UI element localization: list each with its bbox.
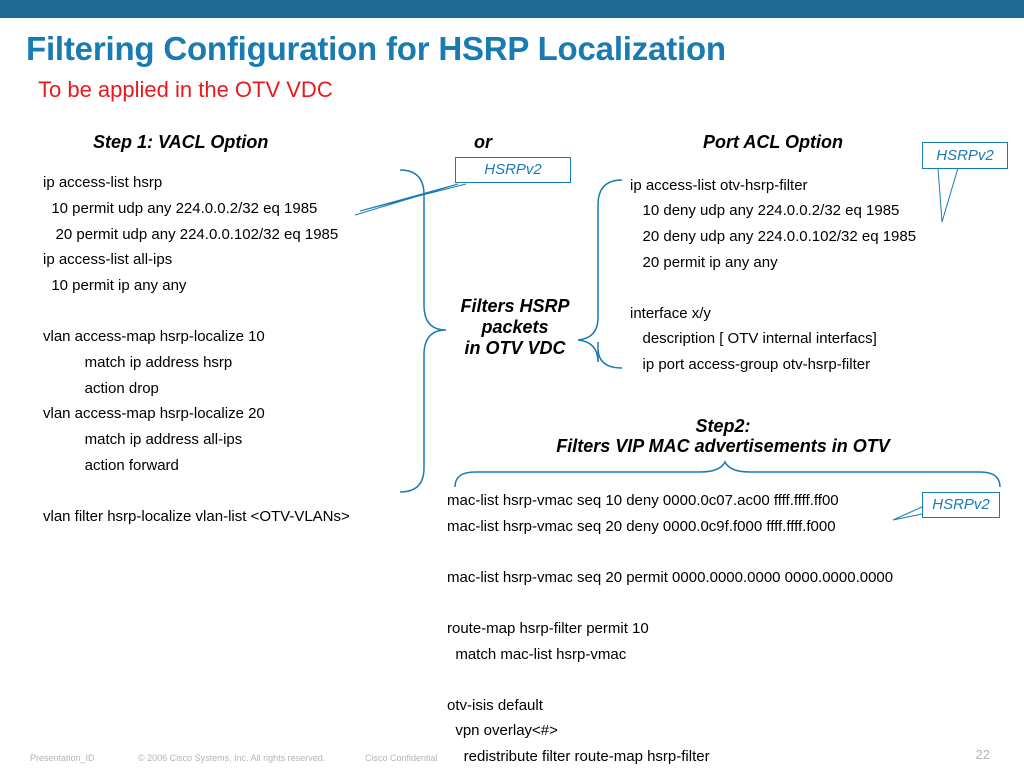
- code-line: mac-list hsrp-vmac seq 10 deny 0000.0c07.ac00 ffff.ffff.ff00: [447, 492, 839, 509]
- port-acl-brace: [578, 180, 622, 368]
- code-line: vpn overlay<#>: [447, 722, 558, 739]
- code-line: match ip address all-ips: [43, 431, 243, 448]
- vacl-hsrpv2-callout: HSRPv2: [455, 157, 571, 183]
- footer-presentation-id: Presentation_ID: [30, 753, 95, 763]
- mac-hsrpv2-callout: HSRPv2: [922, 492, 1000, 518]
- vacl-callout-pointer: [355, 184, 466, 215]
- footer-confidential: Cisco Confidential: [365, 753, 438, 763]
- page-number: 22: [975, 747, 990, 762]
- port-acl-header: Port ACL Option: [703, 132, 843, 152]
- code-line: 20 deny udp any 224.0.0.102/32 eq 1985: [630, 228, 917, 245]
- code-line: 10 deny udp any 224.0.0.2/32 eq 1985: [630, 202, 900, 219]
- code-line: otv-isis default: [447, 697, 543, 714]
- code-line: action forward: [43, 457, 179, 474]
- code-line: vlan filter hsrp-localize vlan-list <OTV-VLANs>: [43, 508, 350, 525]
- center-label-line: Filters HSRP: [460, 296, 570, 316]
- mac-callout-pointer: [893, 507, 922, 520]
- slide-subtitle: To be applied in the OTV VDC: [38, 77, 333, 102]
- code-line: interface x/y: [630, 305, 711, 322]
- code-line: match mac-list hsrp-vmac: [447, 646, 627, 663]
- step2-title: Step2:: [695, 416, 751, 436]
- code-line: 20 permit udp any 224.0.0.102/32 eq 1985: [43, 226, 339, 243]
- center-label-line: packets: [481, 317, 549, 337]
- step2-brace: [455, 462, 1000, 487]
- code-line: action drop: [43, 380, 159, 397]
- slide-title: Filtering Configuration for HSRP Localization: [26, 30, 726, 67]
- port-acl-hsrpv2-callout: HSRPv2: [922, 142, 1008, 169]
- or-header: or: [474, 132, 492, 152]
- code-line: ip access-list otv-hsrp-filter: [630, 177, 808, 194]
- code-line: ip port access-group otv-hsrp-filter: [630, 356, 871, 373]
- code-line: description [ OTV internal interfacs]: [630, 330, 877, 347]
- step2-description: Filters VIP MAC advertisements in OTV: [556, 436, 890, 456]
- code-line: redistribute filter route-map hsrp-filter: [447, 748, 710, 765]
- code-line: vlan access-map hsrp-localize 10: [43, 328, 265, 345]
- code-line: ip access-list hsrp: [43, 174, 163, 191]
- footer-copyright: © 2006 Cisco Systems, Inc. All rights reserved.: [138, 753, 326, 763]
- vacl-brace: [400, 170, 446, 492]
- center-label-line: in OTV VDC: [464, 338, 566, 358]
- code-line: 10 permit udp any 224.0.0.2/32 eq 1985: [43, 200, 318, 217]
- port-acl-callout-pointer: [938, 168, 958, 222]
- code-line: ip access-list all-ips: [43, 251, 173, 268]
- code-line: mac-list hsrp-vmac seq 20 deny 0000.0c9f.f000 ffff.ffff.f000: [447, 518, 836, 535]
- code-line: match ip address hsrp: [43, 354, 233, 371]
- code-line: vlan access-map hsrp-localize 20: [43, 405, 265, 422]
- code-line: 10 permit ip any any: [43, 277, 187, 294]
- code-line: mac-list hsrp-vmac seq 20 permit 0000.0000.0000 0000.0000.0000: [447, 569, 894, 586]
- code-line: route-map hsrp-filter permit 10: [447, 620, 649, 637]
- code-line: 20 permit ip any any: [630, 254, 778, 271]
- step1-header: Step 1: VACL Option: [93, 132, 269, 152]
